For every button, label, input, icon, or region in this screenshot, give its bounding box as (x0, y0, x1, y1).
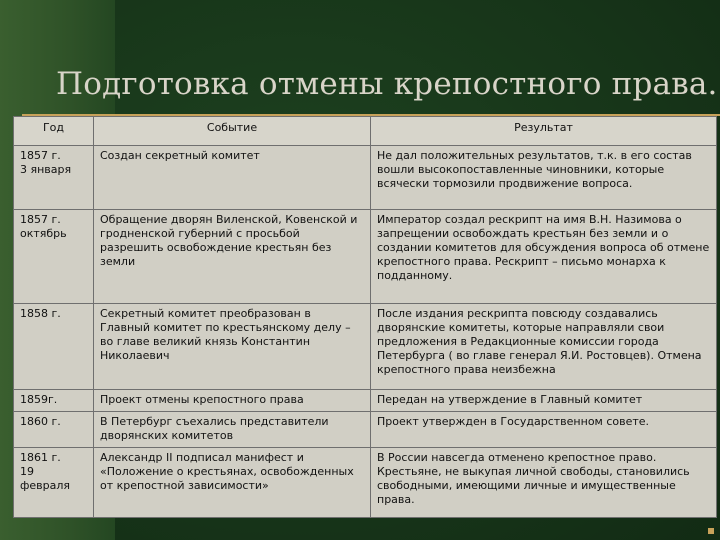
event-cell: Проект отмены крепостного права (94, 390, 371, 412)
table-row (14, 390, 717, 412)
event-cell: Секретный комитет преобразован в Главный комитет по крестьянскому делу – во главе великий князь Константин Николаевич (94, 304, 371, 390)
table-row (14, 412, 717, 448)
result-cell: Проект утвержден в Государственном совете. (371, 412, 717, 448)
year-text: 3 января (20, 163, 72, 176)
year-text: 1857 г. (20, 149, 61, 162)
year-text: октябрь (20, 227, 67, 240)
year-cell (14, 412, 94, 448)
result-cell: Император создал рескрипт на имя В.Н. Назимова о запрещении освобождать крестьян без земли и о создании комитетов для обсуждения вопроса об отмене крепостного права. Рескрипт – письмо монарха к подданному. (371, 210, 717, 304)
event-cell: Обращение дворян Виленской, Ковенской и гродненской губерний с просьбой разрешить освобождение крестьян без земли (94, 210, 371, 304)
year-text: 1858 г. (20, 307, 61, 320)
table-row (14, 210, 717, 304)
year-text: 1857 г. (20, 213, 61, 226)
year-cell (14, 390, 94, 412)
year-text: 1859г. (20, 393, 58, 406)
history-table (13, 116, 717, 518)
table-row (14, 448, 717, 518)
table-header-row (14, 117, 717, 146)
result-cell: После издания рескрипта повсюду создавались дворянские комитеты, которые направляли свои предложения в Редакционные комиссии города Петербурга ( во главе генерал Я.И. Ростовцев). Отмена крепостного права неизбежна (371, 304, 717, 390)
year-cell (14, 210, 94, 304)
column-header-year: Год (14, 117, 94, 146)
event-cell: Создан секретный комитет (94, 146, 371, 210)
result-cell: Не дал положительных результатов, т.к. в его состав вошли высокопоставленные чиновники, которые всячески тормозили продвижение вопроса. (371, 146, 717, 210)
event-cell: В Петербург съехались представители дворянских комитетов (94, 412, 371, 448)
corner-bullet-decoration (708, 528, 714, 534)
year-text: 19 (20, 465, 34, 478)
table-row (14, 146, 717, 210)
year-text: 1861 г. (20, 451, 61, 464)
year-cell (14, 448, 94, 518)
year-text: февраля (20, 479, 71, 492)
column-header-event: Событие (94, 117, 371, 146)
result-cell: Передан на утверждение в Главный комитет (371, 390, 717, 412)
slide-title: Подготовка отмены крепостного права. (56, 66, 718, 102)
year-cell (14, 304, 94, 390)
year-cell (14, 146, 94, 210)
result-cell: В России навсегда отменено крепостное право. Крестьяне, не выкупая личной свободы, становились свободными, имеющими личные и имущественные права. (371, 448, 717, 518)
column-header-result: Результат (371, 117, 717, 146)
event-cell: Александр II подписал манифест и «Положение о крестьянах, освобожденных от крепостной зависимости» (94, 448, 371, 518)
table-row (14, 304, 717, 390)
year-text: 1860 г. (20, 415, 61, 428)
